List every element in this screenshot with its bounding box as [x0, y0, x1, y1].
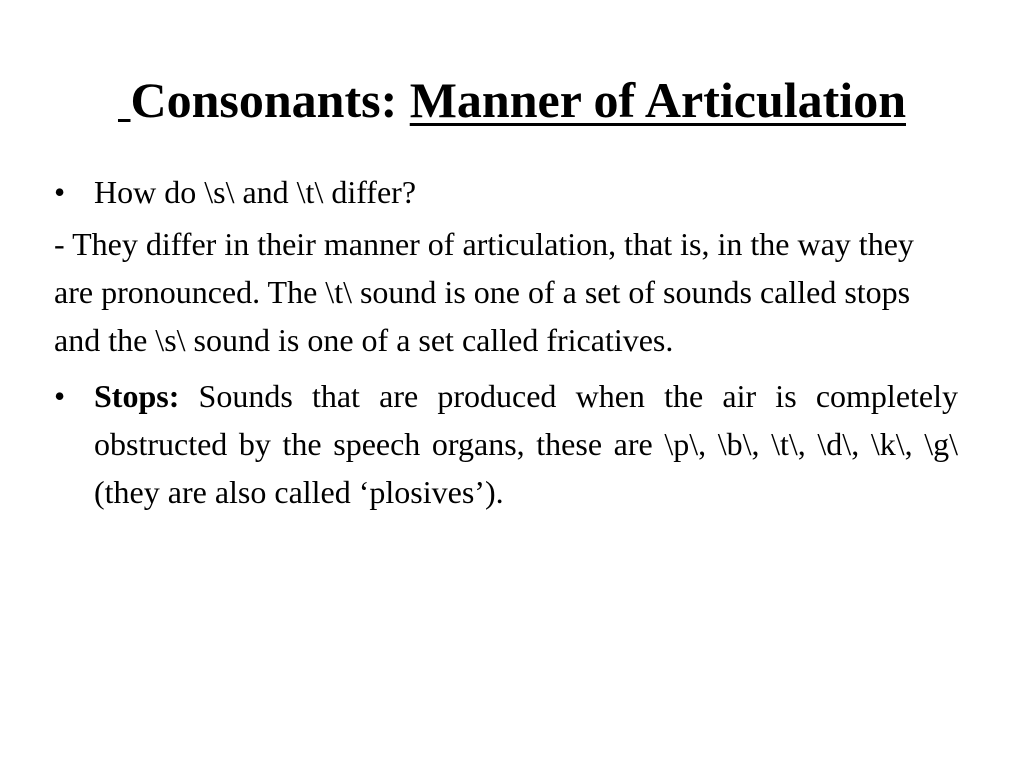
title-underlined-text: Manner of Articulation — [409, 72, 906, 128]
stops-label: Stops: — [94, 378, 180, 414]
bullet-question — [54, 168, 958, 216]
bullet-stops — [54, 372, 958, 516]
slide-body — [54, 168, 958, 516]
slide-title — [0, 70, 1024, 130]
stops-definition: Sounds that are produced when the air is completely obstructed by the speech organs, these are \p\, \b\, \t\, \d\, \k\, \g\ (they are also called ‘plosives’). — [94, 378, 958, 510]
title-prefix: Consonants: — [130, 72, 410, 128]
bullet-question-text: How do \s\ and \t\ differ? — [94, 174, 417, 210]
answer-paragraph: - They differ in their manner of articulation, that is, in the way they are pronounced. The \t\ sound is one of a set of sounds called stops and the \s\ sound is one of a set called fricatives. — [54, 226, 914, 358]
bullet-icon: • — [54, 174, 66, 210]
title-leading-space — [118, 72, 131, 128]
bullet-icon: • — [54, 378, 66, 414]
